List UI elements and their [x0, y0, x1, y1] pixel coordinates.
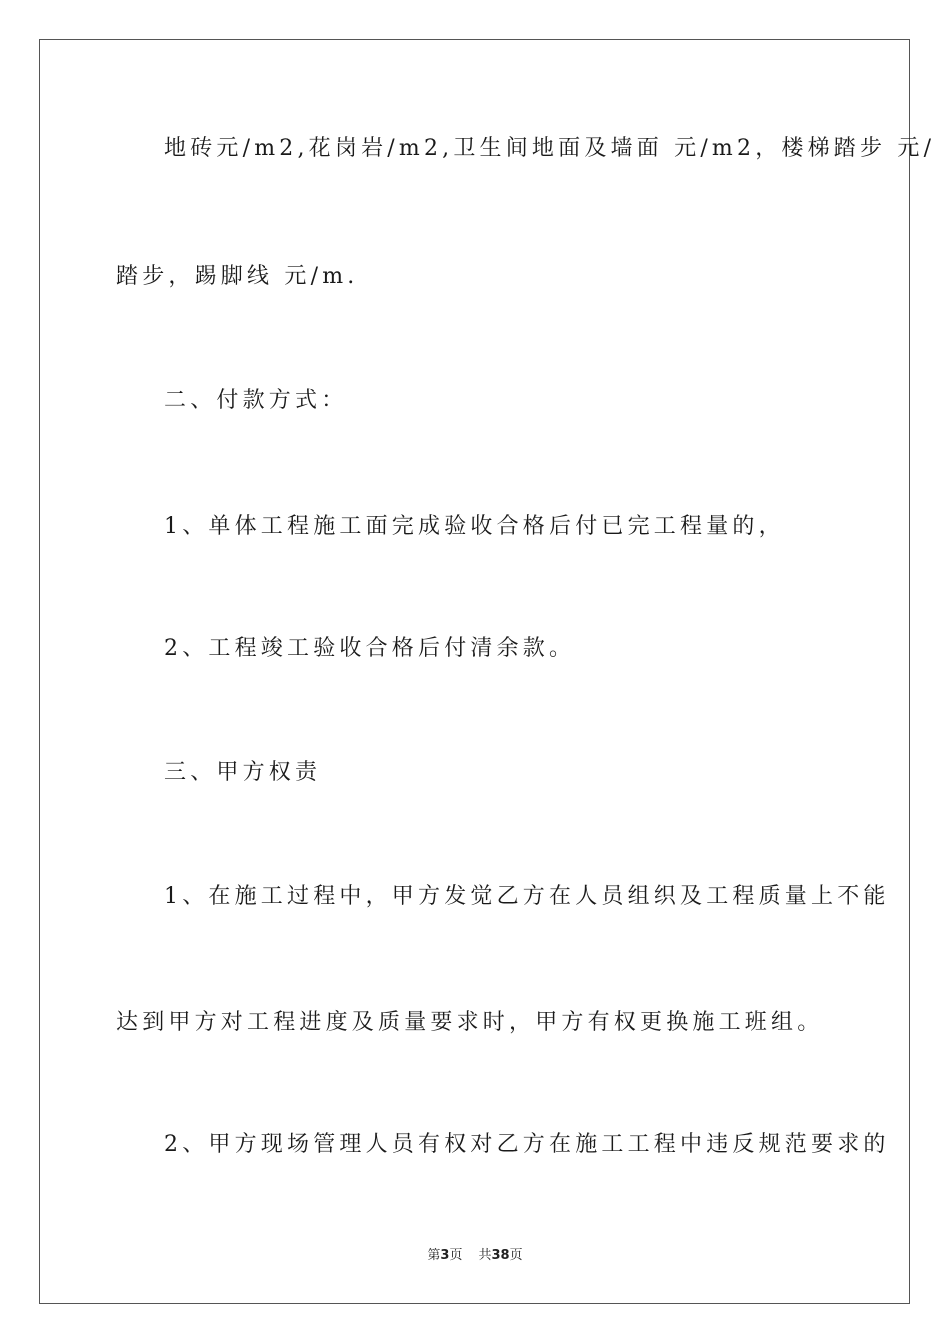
page-border	[39, 39, 910, 1304]
body-line: 2、甲方现场管理人员有权对乙方在施工工程中违反规范要求的	[164, 1132, 890, 1157]
section-heading-party-a-rights: 三、甲方权责	[164, 760, 322, 785]
section-heading-payment: 二、付款方式：	[164, 388, 348, 413]
body-line: 1、单体工程施工面完成验收合格后付已完工程量的，	[164, 514, 785, 539]
page-prefix: 第	[427, 1248, 441, 1263]
total-prefix: 共	[478, 1248, 492, 1263]
body-line: 1、在施工过程中，甲方发觉乙方在人员组织及工程质量上不能	[164, 884, 890, 909]
body-line: 2、工程竣工验收合格后付清余款。	[164, 636, 576, 661]
total-suffix: 页	[509, 1248, 523, 1263]
body-line: 达到甲方对工程进度及质量要求时，甲方有权更换施工班组。	[116, 1010, 824, 1035]
page-footer	[0, 1247, 950, 1265]
body-line: 踏步，踢脚线 元/m.	[116, 264, 359, 289]
body-line: 地砖元/m2,花岗岩/m2,卫生间地面及墙面 元/m2，楼梯踏步 元/	[164, 136, 936, 161]
total-pages: 38	[491, 1248, 510, 1263]
page-number: 3	[440, 1248, 450, 1263]
page-suffix: 页	[449, 1248, 463, 1263]
